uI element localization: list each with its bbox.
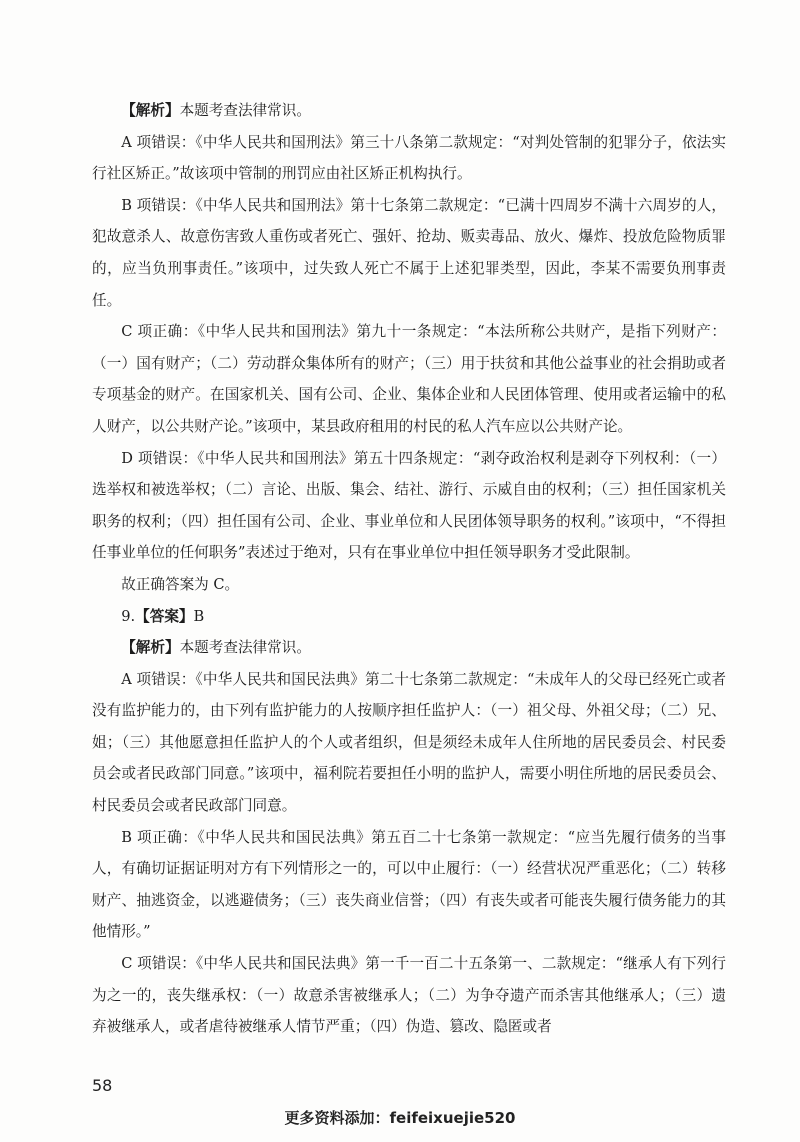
option-b-paragraph xyxy=(92,190,726,316)
analysis-label: 【解析】 xyxy=(121,639,180,657)
paragraph-text: 本题考查法律常识。 xyxy=(179,102,311,119)
paragraph-text: C 项错误：《中华人民共和国民法典》第一千一百二十五条第一、二款规定：“继承人有下列行为之一的，丧失继承权：（一）故意杀害被继承人；（二）为争夺遗产而杀害其他继承人；（三）遗弃被继承人，或者虐待被继承人情节严重；（四）伪造、篡改、隐匿或者 xyxy=(92,955,726,1036)
page-body xyxy=(92,95,726,1043)
analysis-label: 【解析】 xyxy=(121,102,180,119)
question-number: 9. xyxy=(121,607,136,625)
option-c-paragraph xyxy=(92,316,726,442)
analysis-intro-paragraph xyxy=(92,95,726,127)
option-b-paragraph-2 xyxy=(92,822,726,948)
paragraph-text: B 项正确：《中华人民共和国民法典》第五百二十七条第一款规定：“应当先履行债务的当事人，有确切证据证明对方有下列情形之一的，可以中止履行：（一）经营状况严重恶化；（二）转移财产、抽逃资金，以逃避债务；（三）丧失商业信誉；（四）有丧失或者可能丧失履行债务能力的其他情形。” xyxy=(92,828,726,941)
option-a-paragraph xyxy=(92,127,726,190)
option-d-paragraph xyxy=(92,443,726,569)
paragraph-text: A 项错误：《中华人民共和国刑法》第三十八条第二款规定：“对判处管制的犯罪分子，依法实行社区矫正。”故该项中管制的刑罚应由社区矫正机构执行。 xyxy=(92,133,726,183)
paragraph-text: 故正确答案为 C。 xyxy=(121,575,240,593)
question-9-answer-paragraph xyxy=(92,601,726,633)
answer-value: B xyxy=(193,607,205,625)
option-c-paragraph-2 xyxy=(92,948,726,1043)
paragraph-text: D 项错误：《中华人民共和国刑法》第五十四条规定：“剥夺政治权利是剥夺下列权利：（一）选举权和被选举权；（二）言论、出版、集会、结社、游行、示威自由的权利；（三）担任国家机关职务的权利；（四）担任国有公司、企业、事业单位和人民团体领导职务的权利。”该项中，“不得担任事业单位的任何职务”表述过于绝对，只有在事业单位中担任领导职务才受此限制。 xyxy=(92,449,726,562)
option-a-paragraph-2 xyxy=(92,664,726,822)
footer-note: 更多资料添加：feifeixuejie520 xyxy=(284,1109,516,1127)
answer-label: 【答案】 xyxy=(135,607,194,625)
paragraph-text: B 项错误：《中华人民共和国刑法》第十七条第二款规定：“已满十四周岁不满十六周岁的人，犯故意杀人、故意伤害致人重伤或者死亡、强奸、抢劫、贩卖毒品、放火、爆炸、投放危险物质罪的，应当负刑事责任。”该项中，过失致人死亡不属于上述犯罪类型，因此，李某不需要负刑事责任。 xyxy=(92,196,726,309)
paragraph-text: 本题考查法律常识。 xyxy=(179,639,311,657)
paragraph-text: C 项正确：《中华人民共和国刑法》第九十一条规定：“本法所称公共财产，是指下列财产：（一）国有财产；（二）劳动群众集体所有的财产；（三）用于扶贫和其他公益事业的社会捐助或者专项基金的财产。在国家机关、国有公司、企业、集体企业和人民团体管理、使用或者运输中的私人财产，以公共财产论。”该项中，某县政府租用的村民的私人汽车应以公共财产论。 xyxy=(92,323,726,435)
page-number: 58 xyxy=(92,1076,113,1095)
analysis-intro-paragraph-2 xyxy=(92,632,726,664)
paragraph-text: A 项错误：《中华人民共和国民法典》第二十七条第二款规定：“未成年人的父母已经死亡或者没有监护能力的，由下列有监护能力的人按顺序担任监护人：（一）祖父母、外祖父母；（二）兄、姐；（三）其他愿意担任监护人的个人或者组织，但是须经未成年人住所地的居民委员会、村民委员会或者民政部门同意。”该项中，福利院若要担任小明的监护人，需要小明住所地的居民委员会、村民委员会或者民政部门同意。 xyxy=(92,670,726,815)
correct-answer-paragraph xyxy=(92,569,726,601)
